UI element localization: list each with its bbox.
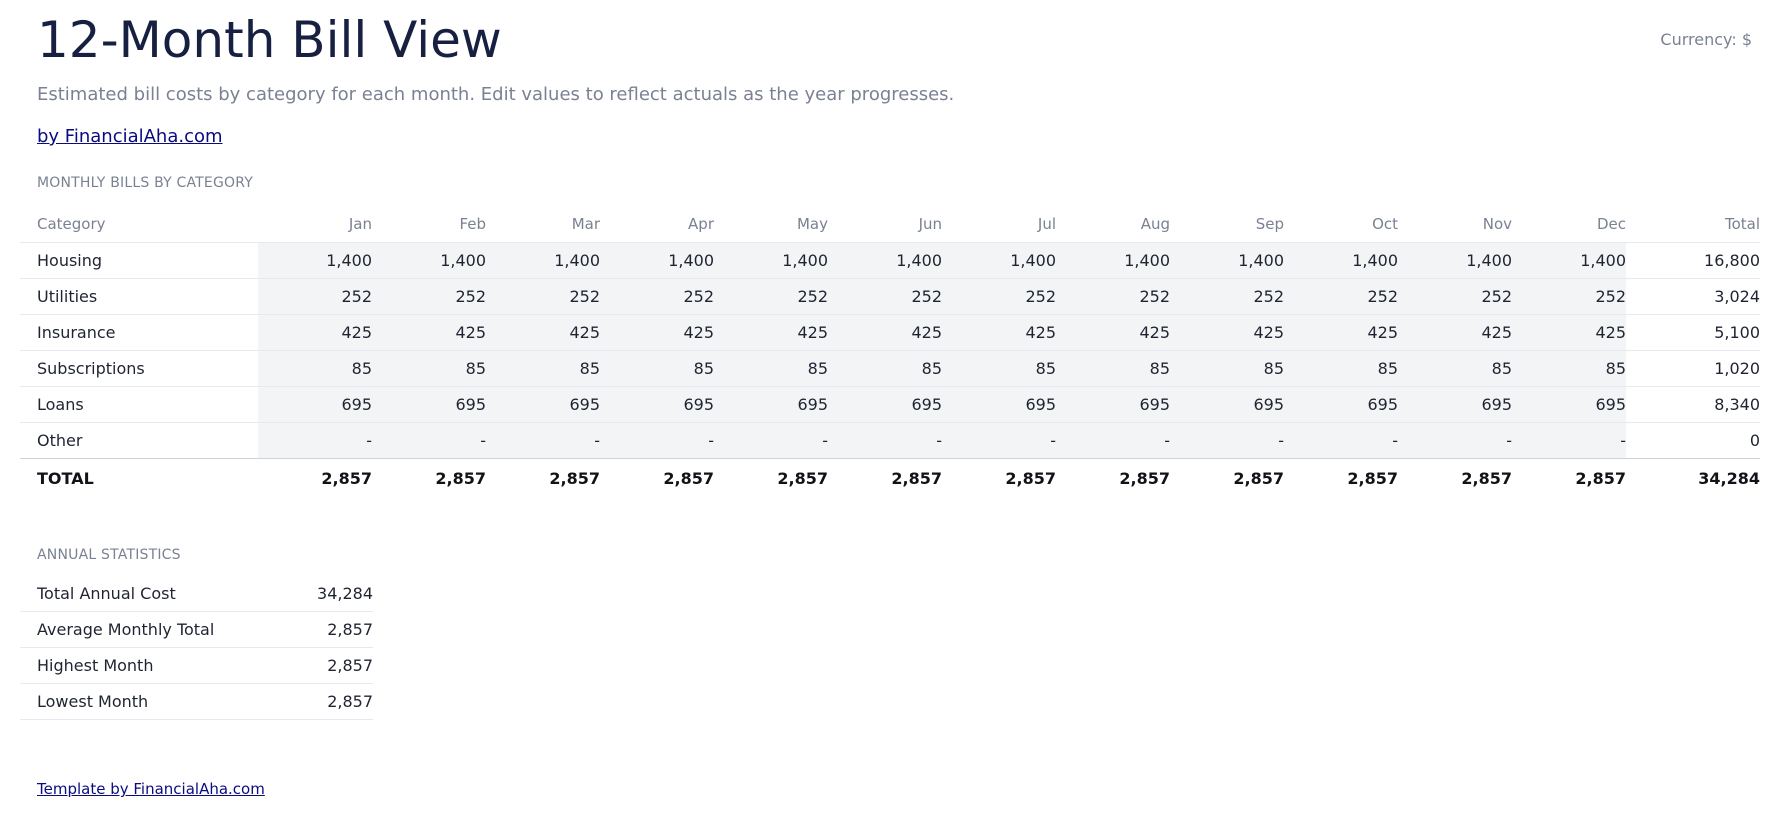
category-cell-housing: Housing <box>20 243 258 279</box>
column-header-apr: Apr <box>600 206 714 243</box>
monthly-section-label: MONTHLY BILLS BY CATEGORY <box>37 175 254 191</box>
page-subtitle: Estimated bill costs by category for each month. Edit values to reflect actuals as the year progresses. <box>37 84 955 105</box>
value-cell-loans-sep[interactable]: 695 <box>1170 387 1284 423</box>
category-cell-subscriptions: Subscriptions <box>20 351 258 387</box>
value-cell-utilities-apr[interactable]: 252 <box>600 279 714 315</box>
stat-row <box>20 648 373 684</box>
value-cell-other-dec[interactable]: - <box>1512 423 1626 459</box>
value-cell-subscriptions-aug[interactable]: 85 <box>1056 351 1170 387</box>
stat-value-highest-month: 2,857 <box>260 648 373 684</box>
value-cell-utilities-jun[interactable]: 252 <box>828 279 942 315</box>
value-cell-loans-jun[interactable]: 695 <box>828 387 942 423</box>
stat-label-total-annual-cost: Total Annual Cost <box>20 576 260 612</box>
value-cell-other-feb[interactable]: - <box>372 423 486 459</box>
byline-link[interactable]: by FinancialAha.com <box>37 126 223 147</box>
value-cell-other-may[interactable]: - <box>714 423 828 459</box>
value-cell-other-mar[interactable]: - <box>486 423 600 459</box>
stat-row <box>20 684 373 720</box>
value-cell-subscriptions-may[interactable]: 85 <box>714 351 828 387</box>
total-oct: 2,857 <box>1347 468 1398 488</box>
total-jan: 2,857 <box>321 468 372 488</box>
value-cell-subscriptions-sep[interactable]: 85 <box>1170 351 1284 387</box>
value-cell-loans-oct[interactable]: 695 <box>1284 387 1398 423</box>
column-header-jun: Jun <box>828 206 942 243</box>
row-total-housing: 16,800 <box>1626 243 1760 279</box>
value-cell-subscriptions-jul[interactable]: 85 <box>942 351 1056 387</box>
stat-row <box>20 576 373 612</box>
value-cell-loans-may[interactable]: 695 <box>714 387 828 423</box>
column-header-category: Category <box>20 206 258 243</box>
column-header-jan: Jan <box>258 206 372 243</box>
column-header-dec: Dec <box>1512 206 1626 243</box>
category-cell-insurance: Insurance <box>20 315 258 351</box>
value-cell-utilities-mar[interactable]: 252 <box>486 279 600 315</box>
value-cell-loans-mar[interactable]: 695 <box>486 387 600 423</box>
value-cell-other-nov[interactable]: - <box>1398 423 1512 459</box>
value-cell-housing-apr[interactable]: 1,400 <box>600 243 714 279</box>
value-cell-loans-dec[interactable]: 695 <box>1512 387 1626 423</box>
column-header-nov: Nov <box>1398 206 1512 243</box>
value-cell-subscriptions-mar[interactable]: 85 <box>486 351 600 387</box>
value-cell-insurance-mar[interactable]: 425 <box>486 315 600 351</box>
currency-label: Currency: $ <box>1660 30 1752 49</box>
total-aug: 2,857 <box>1119 468 1170 488</box>
value-cell-loans-jan[interactable]: 695 <box>258 387 372 423</box>
category-cell-other: Other <box>20 423 258 459</box>
table-row <box>20 387 1760 423</box>
column-header-may: May <box>714 206 828 243</box>
column-header-total: Total <box>1626 206 1760 243</box>
total-feb: 2,857 <box>435 468 486 488</box>
column-header-jul: Jul <box>942 206 1056 243</box>
value-cell-utilities-may[interactable]: 252 <box>714 279 828 315</box>
value-cell-utilities-feb[interactable]: 252 <box>372 279 486 315</box>
value-cell-utilities-nov[interactable]: 252 <box>1398 279 1512 315</box>
value-cell-housing-jun[interactable]: 1,400 <box>828 243 942 279</box>
stat-label-average-monthly: Average Monthly Total <box>20 612 260 648</box>
page-title: 12-Month Bill View <box>37 11 502 69</box>
value-cell-insurance-feb[interactable]: 425 <box>372 315 486 351</box>
value-cell-housing-feb[interactable]: 1,400 <box>372 243 486 279</box>
table-row <box>20 279 1760 315</box>
stat-value-total-annual-cost: 34,284 <box>260 576 373 612</box>
column-header-feb: Feb <box>372 206 486 243</box>
value-cell-subscriptions-oct[interactable]: 85 <box>1284 351 1398 387</box>
value-cell-housing-mar[interactable]: 1,400 <box>486 243 600 279</box>
row-total-loans: 8,340 <box>1626 387 1760 423</box>
value-cell-housing-sep[interactable]: 1,400 <box>1170 243 1284 279</box>
value-cell-utilities-aug[interactable]: 252 <box>1056 279 1170 315</box>
value-cell-insurance-apr[interactable]: 425 <box>600 315 714 351</box>
table-row <box>20 315 1760 351</box>
value-cell-other-sep[interactable]: - <box>1170 423 1284 459</box>
value-cell-insurance-oct[interactable]: 425 <box>1284 315 1398 351</box>
value-cell-loans-nov[interactable]: 695 <box>1398 387 1512 423</box>
value-cell-subscriptions-apr[interactable]: 85 <box>600 351 714 387</box>
value-cell-insurance-aug[interactable]: 425 <box>1056 315 1170 351</box>
row-total-insurance: 5,100 <box>1626 315 1760 351</box>
total-apr: 2,857 <box>663 468 714 488</box>
stat-label-lowest-month: Lowest Month <box>20 684 260 720</box>
value-cell-other-oct[interactable]: - <box>1284 423 1398 459</box>
value-cell-loans-feb[interactable]: 695 <box>372 387 486 423</box>
value-cell-other-jul[interactable]: - <box>942 423 1056 459</box>
value-cell-housing-dec[interactable]: 1,400 <box>1512 243 1626 279</box>
table-row <box>20 351 1760 387</box>
value-cell-utilities-jan[interactable]: 252 <box>258 279 372 315</box>
stat-label-highest-month: Highest Month <box>20 648 260 684</box>
value-cell-insurance-sep[interactable]: 425 <box>1170 315 1284 351</box>
row-total-utilities: 3,024 <box>1626 279 1760 315</box>
value-cell-utilities-dec[interactable]: 252 <box>1512 279 1626 315</box>
value-cell-subscriptions-feb[interactable]: 85 <box>372 351 486 387</box>
stat-row <box>20 612 373 648</box>
value-cell-loans-aug[interactable]: 695 <box>1056 387 1170 423</box>
value-cell-housing-oct[interactable]: 1,400 <box>1284 243 1398 279</box>
row-total-other: 0 <box>1626 423 1760 459</box>
monthly-bills-table <box>20 206 1760 497</box>
total-may: 2,857 <box>777 468 828 488</box>
value-cell-other-jan[interactable]: - <box>258 423 372 459</box>
value-cell-utilities-sep[interactable]: 252 <box>1170 279 1284 315</box>
value-cell-subscriptions-dec[interactable]: 85 <box>1512 351 1626 387</box>
column-header-sep: Sep <box>1170 206 1284 243</box>
value-cell-insurance-dec[interactable]: 425 <box>1512 315 1626 351</box>
value-cell-loans-apr[interactable]: 695 <box>600 387 714 423</box>
grand-total: 34,284 <box>1698 468 1760 488</box>
value-cell-insurance-nov[interactable]: 425 <box>1398 315 1512 351</box>
footer-template-link[interactable]: Template by FinancialAha.com <box>37 780 265 798</box>
annual-stats-table <box>20 576 373 720</box>
column-header-oct: Oct <box>1284 206 1398 243</box>
total-sep: 2,857 <box>1233 468 1284 488</box>
value-cell-other-apr[interactable]: - <box>600 423 714 459</box>
value-cell-housing-aug[interactable]: 1,400 <box>1056 243 1170 279</box>
value-cell-other-aug[interactable]: - <box>1056 423 1170 459</box>
table-row <box>20 423 1760 459</box>
column-header-aug: Aug <box>1056 206 1170 243</box>
total-mar: 2,857 <box>549 468 600 488</box>
row-total-subscriptions: 1,020 <box>1626 351 1760 387</box>
stat-value-lowest-month: 2,857 <box>260 684 373 720</box>
total-jun: 2,857 <box>891 468 942 488</box>
value-cell-subscriptions-jan[interactable]: 85 <box>258 351 372 387</box>
value-cell-insurance-jan[interactable]: 425 <box>258 315 372 351</box>
value-cell-housing-jan[interactable]: 1,400 <box>258 243 372 279</box>
annual-section-label: ANNUAL STATISTICS <box>37 547 181 563</box>
total-nov: 2,857 <box>1461 468 1512 488</box>
table-header-row <box>20 206 1760 243</box>
value-cell-subscriptions-jun[interactable]: 85 <box>828 351 942 387</box>
value-cell-insurance-jul[interactable]: 425 <box>942 315 1056 351</box>
totals-label: TOTAL <box>37 468 94 488</box>
column-header-mar: Mar <box>486 206 600 243</box>
value-cell-subscriptions-nov[interactable]: 85 <box>1398 351 1512 387</box>
value-cell-insurance-jun[interactable]: 425 <box>828 315 942 351</box>
category-cell-loans: Loans <box>20 387 258 423</box>
table-row <box>20 243 1760 279</box>
value-cell-insurance-may[interactable]: 425 <box>714 315 828 351</box>
bill-rows <box>20 243 1760 459</box>
totals-row <box>20 459 1760 498</box>
value-cell-other-jun[interactable]: - <box>828 423 942 459</box>
value-cell-utilities-jul[interactable]: 252 <box>942 279 1056 315</box>
total-dec: 2,857 <box>1575 468 1626 488</box>
category-cell-utilities: Utilities <box>20 279 258 315</box>
value-cell-loans-jul[interactable]: 695 <box>942 387 1056 423</box>
value-cell-housing-jul[interactable]: 1,400 <box>942 243 1056 279</box>
total-jul: 2,857 <box>1005 468 1056 488</box>
value-cell-housing-nov[interactable]: 1,400 <box>1398 243 1512 279</box>
value-cell-housing-may[interactable]: 1,400 <box>714 243 828 279</box>
value-cell-utilities-oct[interactable]: 252 <box>1284 279 1398 315</box>
stat-value-average-monthly: 2,857 <box>260 612 373 648</box>
